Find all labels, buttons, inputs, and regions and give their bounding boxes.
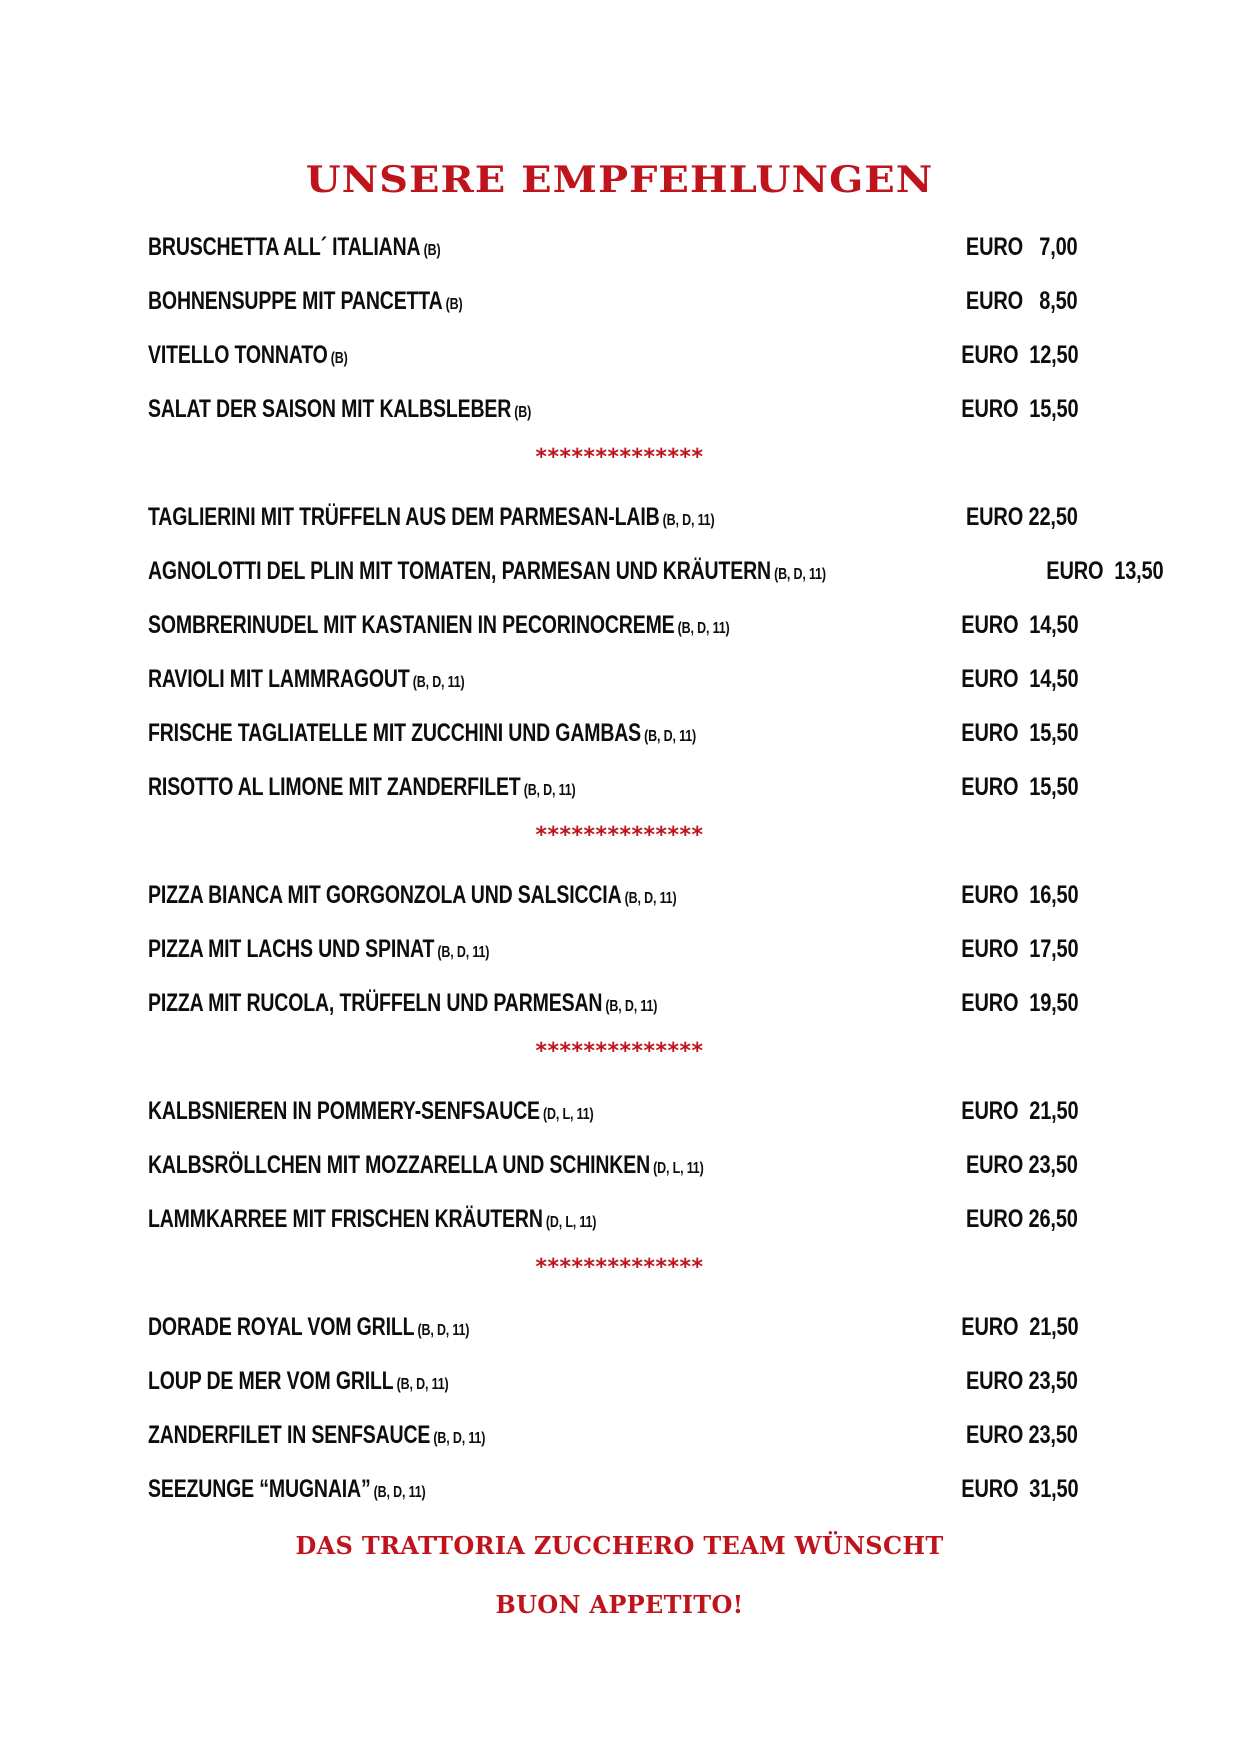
menu-item-price: EURO 15,50: [960, 394, 1078, 423]
allergen-codes: (B): [514, 403, 532, 421]
menu-item-name: LAMMKARREE MIT FRISCHEN KRÄUTERN (D, L, 11): [148, 1204, 597, 1233]
menu-item-name: RISOTTO AL LIMONE MIT ZANDERFILET (B, D, 11): [148, 772, 576, 801]
menu-item-price: EURO 23,50: [966, 1150, 1078, 1179]
menu-item: [148, 986, 1078, 1020]
allergen-codes: (B, D, 11): [774, 565, 826, 583]
menu-item: [148, 1202, 1078, 1236]
menu-item: [148, 662, 1078, 696]
menu-item-price: EURO 12,50: [960, 340, 1078, 369]
menu-item-price: EURO 21,50: [960, 1312, 1078, 1341]
allergen-codes: (B, D, 11): [373, 1483, 426, 1501]
menu-item-price: EURO 15,50: [960, 772, 1078, 801]
allergen-codes: (B, D, 11): [677, 619, 730, 637]
menu-item-price: EURO 16,50: [960, 880, 1078, 909]
menu-item-price: EURO 17,50: [960, 934, 1078, 963]
menu-item-name: PIZZA BIANCA MIT GORGONZOLA UND SALSICCIA (B, D, 11): [148, 880, 677, 909]
menu-item-price: EURO 15,50: [960, 718, 1078, 747]
allergen-codes: (B): [330, 349, 348, 367]
allergen-codes: (D, L, 11): [543, 1105, 594, 1123]
menu-item-price: EURO 8,50: [966, 286, 1078, 315]
menu-item-price: EURO 13,50: [1046, 556, 1164, 585]
menu-item: [148, 1148, 1078, 1182]
menu-item-price: EURO 31,50: [960, 1474, 1078, 1503]
section-divider: **************: [535, 1039, 704, 1064]
menu-item-name: BRUSCHETTA ALL´ ITALIANA (B): [148, 232, 441, 261]
menu-item: [148, 1094, 1078, 1128]
menu-item-name: PIZZA MIT RUCOLA, TRÜFFELN UND PARMESAN (B, D, 11): [148, 988, 658, 1017]
allergen-codes: (B, D, 11): [412, 673, 465, 691]
allergen-codes: (B, D, 11): [605, 997, 658, 1015]
allergen-codes: (B, D, 11): [523, 781, 576, 799]
menu-item-name: BOHNENSUPPE MIT PANCETTA (B): [148, 286, 463, 315]
allergen-codes: (B, D, 11): [396, 1375, 449, 1393]
menu-item-price: EURO 26,50: [966, 1204, 1078, 1233]
menu-item: [148, 932, 1078, 966]
menu-item-price: EURO 23,50: [966, 1366, 1078, 1395]
menu-item-price: EURO 21,50: [960, 1096, 1078, 1125]
menu-item: [148, 230, 1078, 264]
menu-item-name: RAVIOLI MIT LAMMRAGOUT (B, D, 11): [148, 664, 465, 693]
menu-item: [148, 1310, 1078, 1344]
allergen-codes: (B): [445, 295, 463, 313]
menu-item: [148, 554, 1164, 588]
menu-item-name: SEEZUNGE “MUGNAIA” (B, D, 11): [148, 1474, 426, 1503]
menu-item-price: EURO 7,00: [966, 232, 1078, 261]
menu-item-price: EURO 22,50: [966, 502, 1078, 531]
menu-item-name: DORADE ROYAL VOM GRILL (B, D, 11): [148, 1312, 470, 1341]
menu-item: [148, 338, 1078, 372]
menu-item-name: KALBSNIEREN IN POMMERY-SENFSAUCE (D, L, 11): [148, 1096, 594, 1125]
menu-item-name: ZANDERFILET IN SENFSAUCE (B, D, 11): [148, 1420, 486, 1449]
menu-item-name: AGNOLOTTI DEL PLIN MIT TOMATEN, PARMESAN UND KRÄUTERN (B, D, 11): [148, 556, 826, 585]
menu-item-name: VITELLO TONNATO (B): [148, 340, 348, 369]
menu-item-price: EURO 19,50: [960, 988, 1078, 1017]
allergen-codes: (B, D, 11): [433, 1429, 486, 1447]
allergen-codes: (D, L, 11): [653, 1159, 704, 1177]
menu-item-name: KALBSRÖLLCHEN MIT MOZZARELLA UND SCHINKEN (D, L, 11): [148, 1150, 704, 1179]
menu-item-name: TAGLIERINI MIT TRÜFFELN AUS DEM PARMESAN-LAIB (B, D, 11): [148, 502, 715, 531]
section-divider: **************: [535, 1255, 704, 1280]
menu-item-name: SOMBRERINUDEL MIT KASTANIEN IN PECORINOCREME (B, D, 11): [148, 610, 730, 639]
menu-item: [148, 284, 1078, 318]
allergen-codes: (B, D, 11): [437, 943, 490, 961]
menu-item-name: FRISCHE TAGLIATELLE MIT ZUCCHINI UND GAMBAS (B, D, 11): [148, 718, 697, 747]
allergen-codes: (D, L, 11): [545, 1213, 597, 1231]
menu-item-name: LOUP DE MER VOM GRILL (B, D, 11): [148, 1366, 449, 1395]
allergen-codes: (B): [423, 241, 441, 259]
allergen-codes: (B, D, 11): [662, 511, 715, 529]
menu-item: [148, 1418, 1078, 1452]
allergen-codes: (B, D, 11): [624, 889, 677, 907]
allergen-codes: (B, D, 11): [644, 727, 697, 745]
allergen-codes: (B, D, 11): [417, 1321, 470, 1339]
menu-item-name: SALAT DER SAISON MIT KALBSLEBER (B): [148, 394, 532, 423]
menu-item-name: PIZZA MIT LACHS UND SPINAT (B, D, 11): [148, 934, 490, 963]
menu-item-price: EURO 14,50: [960, 664, 1078, 693]
menu-item: [148, 500, 1078, 534]
menu-item-price: EURO 14,50: [960, 610, 1078, 639]
menu-item: [148, 770, 1078, 804]
menu-item: [148, 1364, 1078, 1398]
menu-item: [148, 1472, 1078, 1506]
menu-item-price: EURO 23,50: [966, 1420, 1078, 1449]
footer-greeting: DAS TRATTORIA ZUCCHERO TEAM WÜNSCHT: [295, 1531, 944, 1560]
footer-sign-off: BUON APPETITO!: [495, 1590, 744, 1619]
menu-item: [148, 608, 1078, 642]
section-divider: **************: [535, 823, 704, 848]
menu-title: UNSERE EMPFEHLUNGEN: [305, 157, 934, 202]
menu-item: [148, 716, 1078, 750]
section-divider: **************: [535, 445, 704, 470]
menu-item: [148, 392, 1078, 426]
menu-item: [148, 878, 1078, 912]
